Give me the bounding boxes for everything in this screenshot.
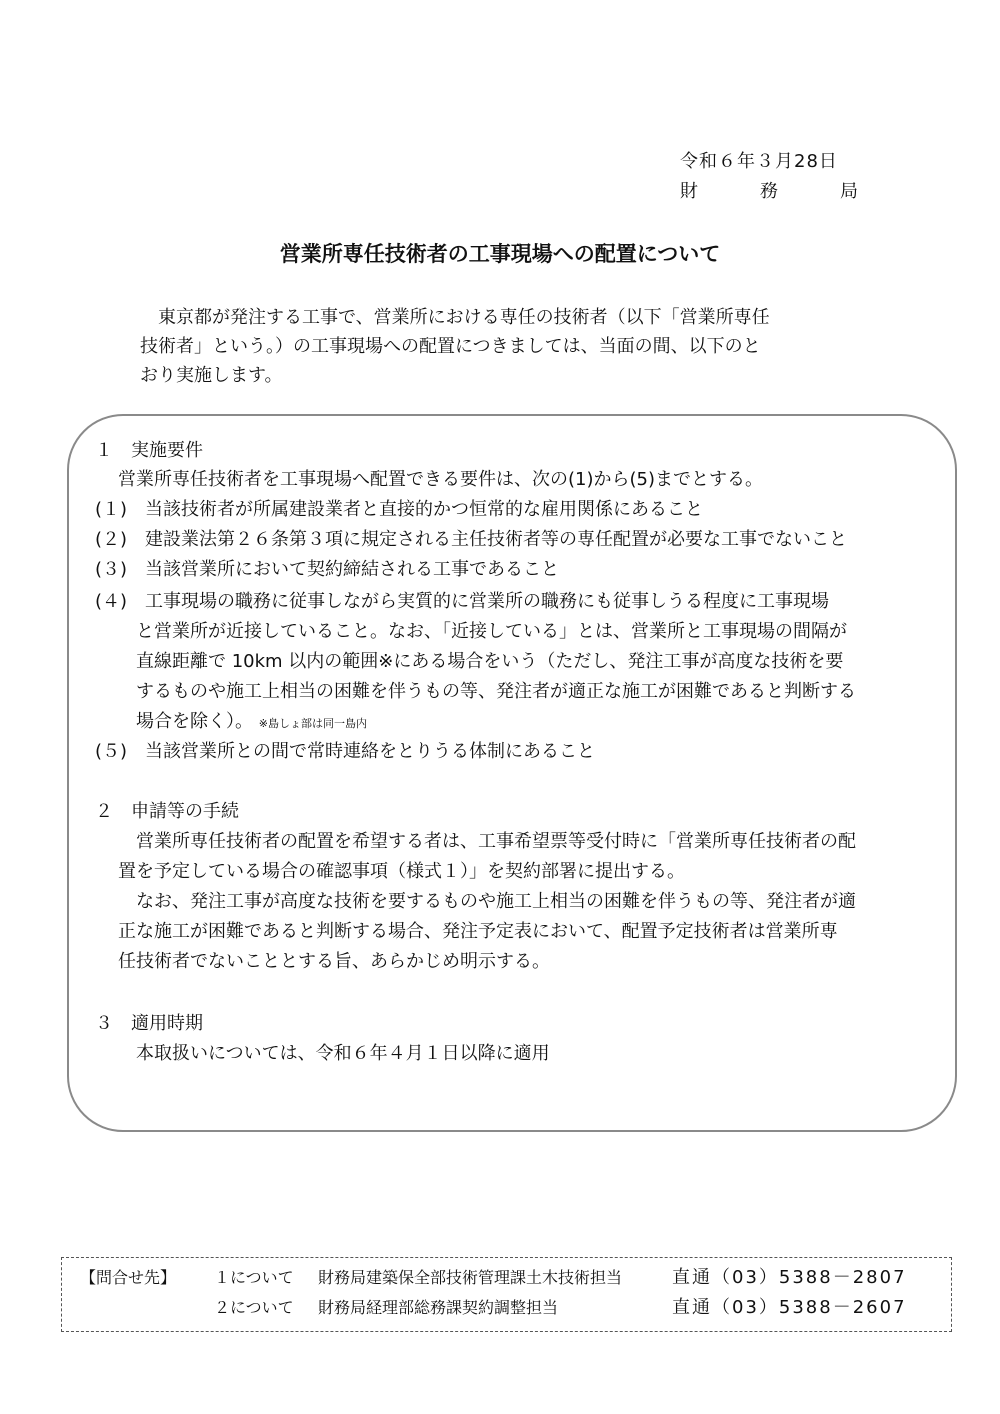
requirement-continuation: と営業所が近接していること。なお、「近接している」とは、営業所と工事現場の間隔が: [136, 621, 847, 642]
requirement-continuation: するものや施工上相当の困難を伴うもの等、発注者が適正な施工が困難であると判断する: [136, 681, 856, 702]
section1-heading: １ 実施要件: [95, 440, 203, 461]
island-note: ※島しょ部は同一島内: [258, 717, 367, 730]
section1-lead: 営業所専任技術者を工事現場へ配置できる要件は、次の(1)から(5)までとする。: [118, 469, 763, 490]
intro-line: 技術者」という。）の工事現場への配置につきましては、当面の間、以下のと: [140, 336, 761, 357]
contact-about: ２について: [214, 1298, 294, 1317]
issue-date: 令和６年３月28日: [680, 151, 838, 172]
bureau-char: 務: [760, 181, 778, 202]
requirement-item: (２) 建設業法第２６条第３項に規定される主任技術者等の専任配置が必要な工事でないこと: [95, 529, 848, 550]
requirement-continuation-text: 場合を除く）。: [136, 711, 253, 732]
section3-heading: ３ 適用時期: [95, 1013, 203, 1034]
contact-tel: 直通（03）5388－2607: [672, 1297, 907, 1318]
requirement-item: (１) 当該技術者が所属建設業者と直接的かつ恒常的な雇用関係にあること: [95, 499, 704, 520]
section2-heading: ２ 申請等の手続: [95, 801, 239, 822]
requirement-item: (５) 当該営業所との間で常時連絡をとりうる体制にあること: [95, 741, 596, 762]
document-title: 営業所専任技術者の工事現場への配置について: [279, 242, 721, 266]
requirement-continuation: [136, 707, 367, 733]
contact-about: １について: [214, 1268, 294, 1287]
contact-tel: 直通（03）5388－2807: [672, 1267, 907, 1288]
section2-line: なお、発注工事が高度な技術を要するものや施工上相当の困難を伴うもの等、発注者が適: [118, 891, 856, 912]
bureau-char: 財: [680, 181, 698, 202]
intro-paragraph: [140, 303, 770, 390]
section2-line: 置を予定している場合の確認事項（様式１）」を契約部署に提出する。: [118, 861, 685, 882]
bureau-char: 局: [840, 181, 858, 202]
contact-dept: 財務局経理部総務課契約調整担当: [318, 1298, 559, 1317]
section2-line: 正な施工が困難であると判断する場合、発注予定表において、配置予定技術者は営業所専: [118, 921, 838, 942]
requirement-continuation: 直線距離で 10km 以内の範囲※にある場合をいう（ただし、発注工事が高度な技術を要: [136, 651, 844, 672]
intro-line: 東京都が発注する工事で、営業所における専任の技術者（以下「営業所専任: [140, 307, 770, 328]
issuing-bureau: [680, 177, 858, 203]
section3-line: 本取扱いについては、令和６年４月１日以降に適用: [136, 1043, 550, 1064]
intro-line: おり実施します。: [140, 365, 283, 386]
requirement-item: (４) 工事現場の職務に従事しながら実質的に営業所の職務にも従事しうる程度に工事現場: [95, 591, 830, 612]
contact-label: 【問合せ先】: [80, 1268, 177, 1287]
contact-dept: 財務局建築保全部技術管理課土木技術担当: [318, 1268, 623, 1287]
section2-line: 任技術者でないこととする旨、あらかじめ明示する。: [118, 951, 550, 972]
requirement-item: (３) 当該営業所において契約締結される工事であること: [95, 559, 560, 580]
section2-line: 営業所専任技術者の配置を希望する者は、工事希望票等受付時に「営業所専任技術者の配: [118, 831, 856, 852]
